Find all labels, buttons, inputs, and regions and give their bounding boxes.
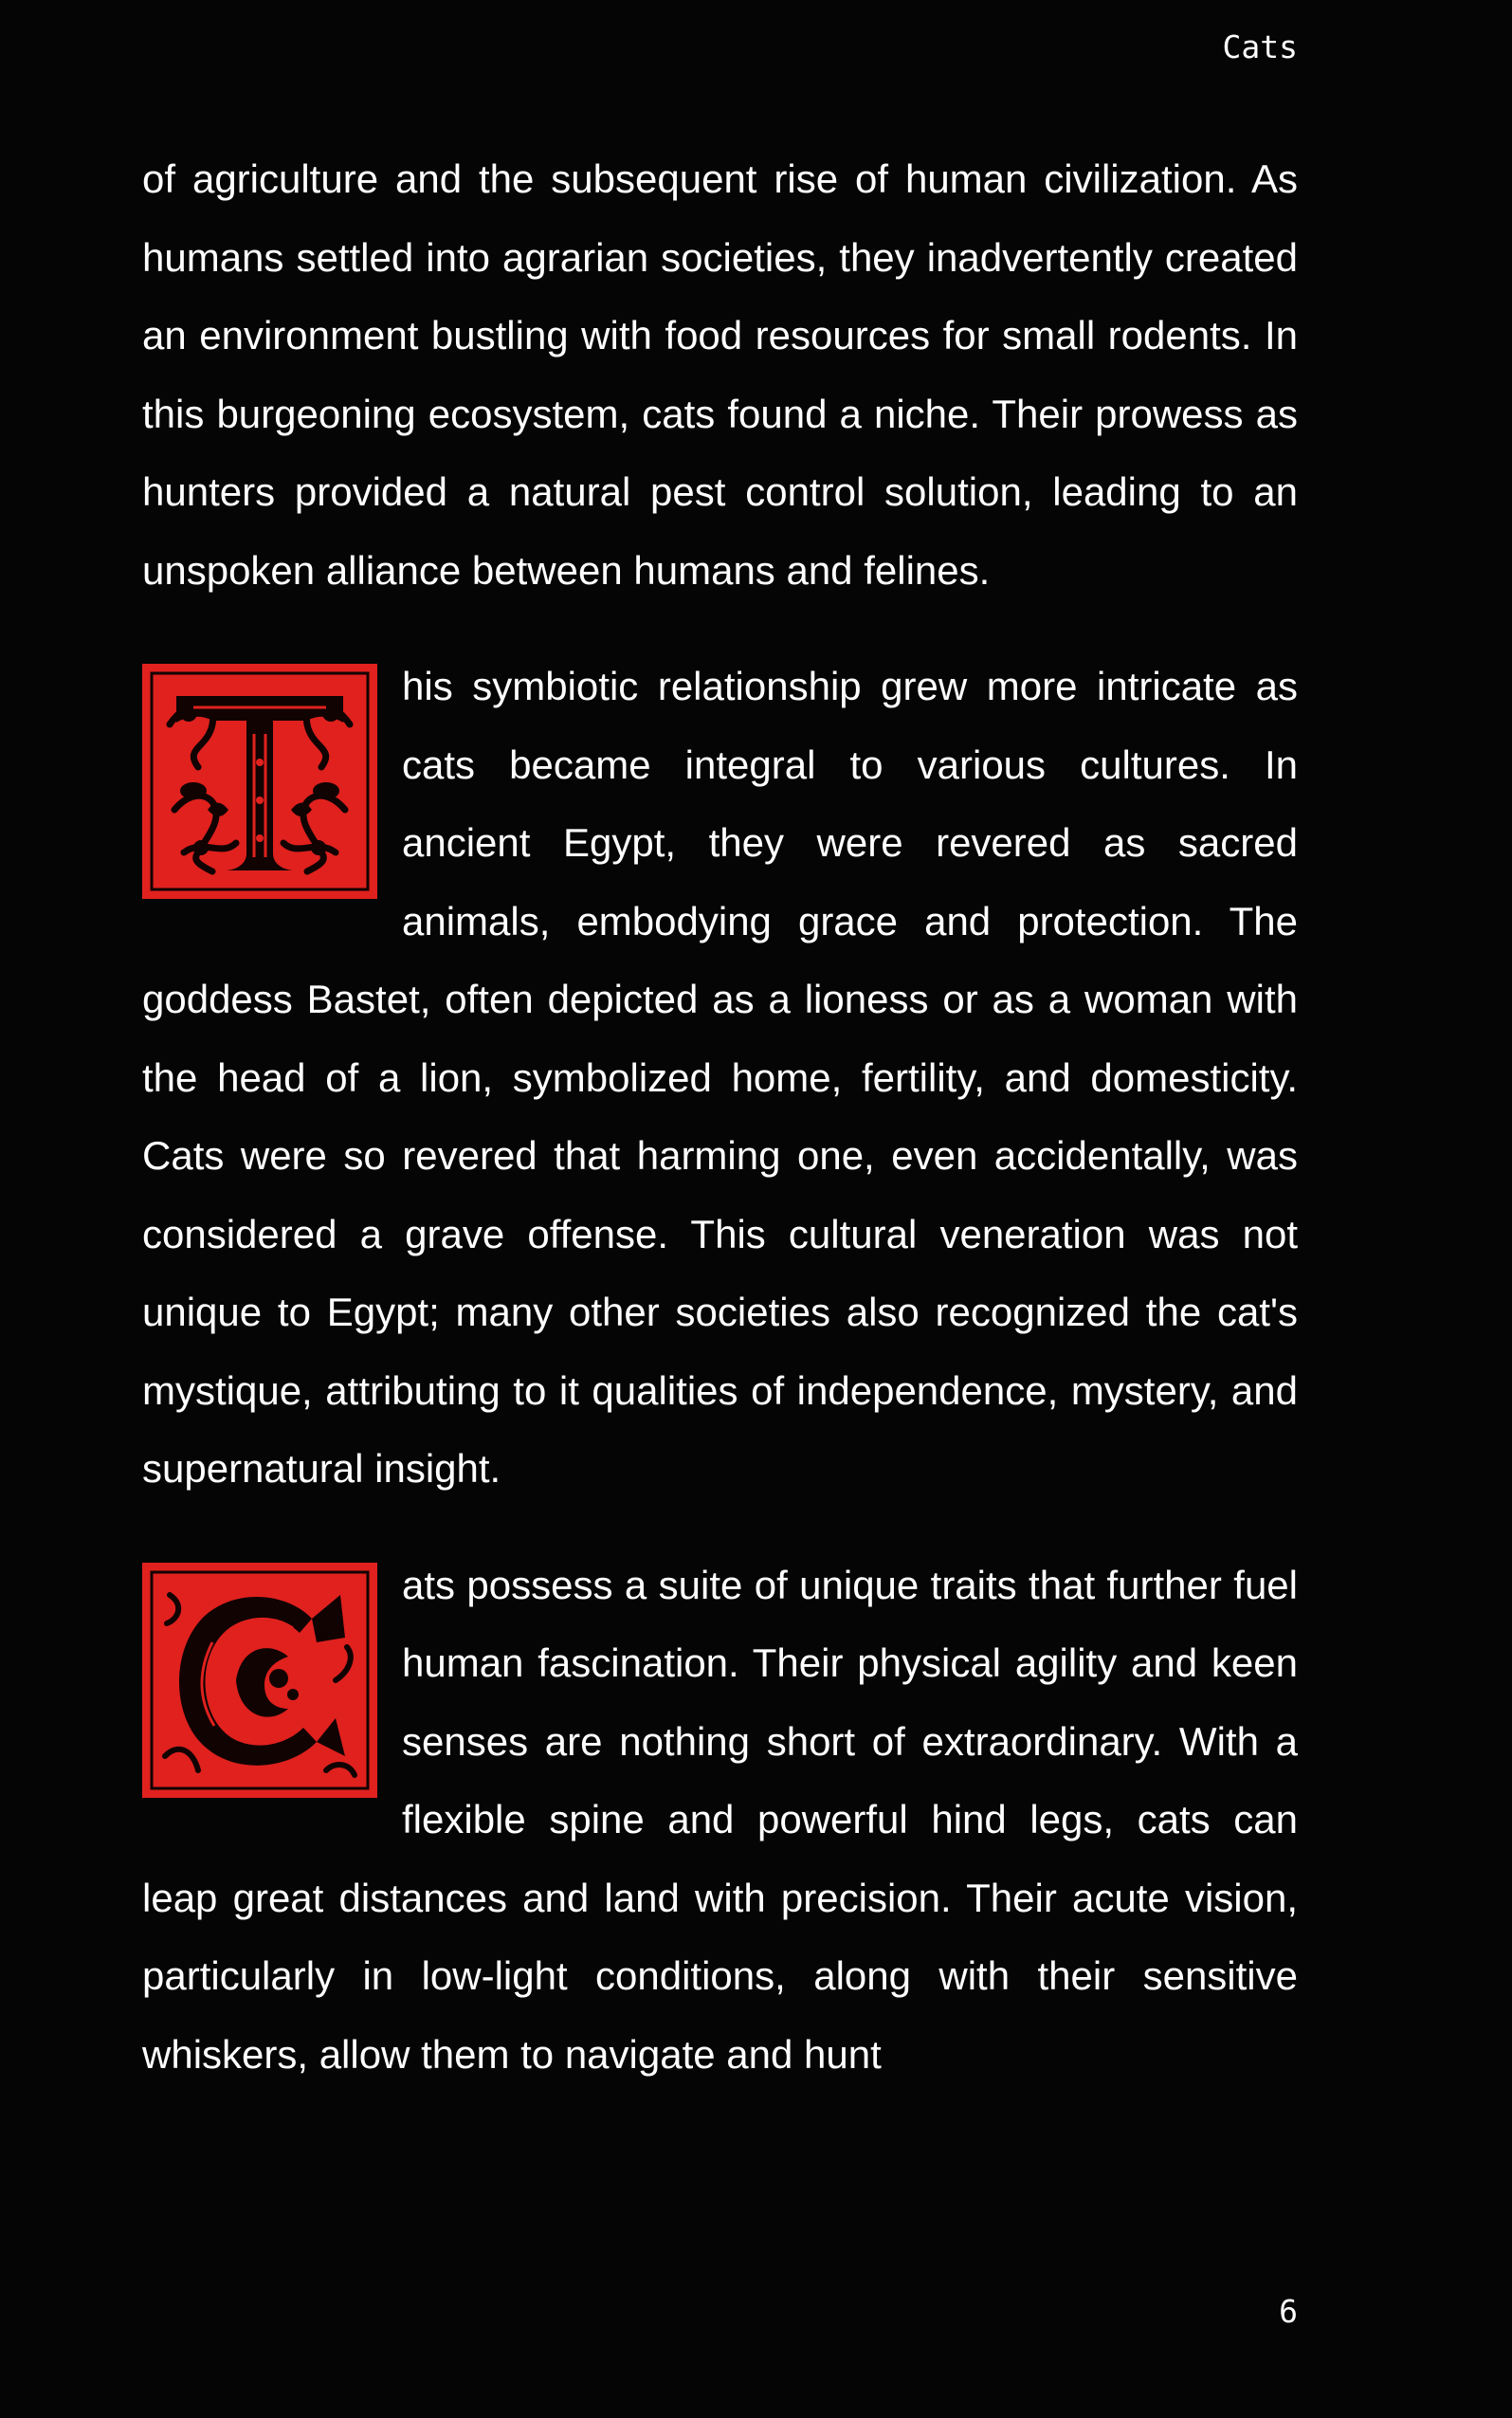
paragraph-3-text: ats possess a suite of unique traits that further fuel human fascination. Their physical agility and keen senses are nothing short of extraordinary. With a flexible spine and powerful hind legs, cats can leap great distances and land with precision. Their acute vision, particularly in low-light conditions, along with their sensitive whiskers, allow them to navigate and hunt [142,1562,1298,2077]
running-header: Cats [1222,28,1298,65]
ornate-initial-c-icon [142,1563,377,1798]
ornate-initial-t-icon [142,664,377,899]
paragraph-2-text: his symbiotic relationship grew more intricate as cats became integral to various cultures. In ancient Egypt, they were revered as sacred animals, embodying grace and protection. The goddess Bastet, often depicted as a lioness or as a woman with the head of a lion, symbolized home, fertility, and domesticity. Cats were so revered that harming one, even accidentally, was considered a grave offense. This cultural veneration was not unique to Egypt; many other societies also recognized the cat's mystique, attributing to it qualities of independence, mystery, and supernatural insight. [142,664,1298,1491]
body-text [142,140,1298,2132]
paragraph-3 [142,1547,1298,2095]
paragraph-1 [142,140,1298,610]
paragraph-2 [142,648,1298,1509]
paragraph-1-text: of agriculture and the subsequent rise of human civilization. As humans settled into agrarian societies, they inadvertently created an environment bustling with food resources for small rodents. In this burgeoning ecosystem, cats found a niche. Their prowess as hunters provided a natural pest control solution, leading to an unspoken alliance between humans and felines. [142,156,1298,593]
page-number: 6 [1279,2293,1298,2330]
